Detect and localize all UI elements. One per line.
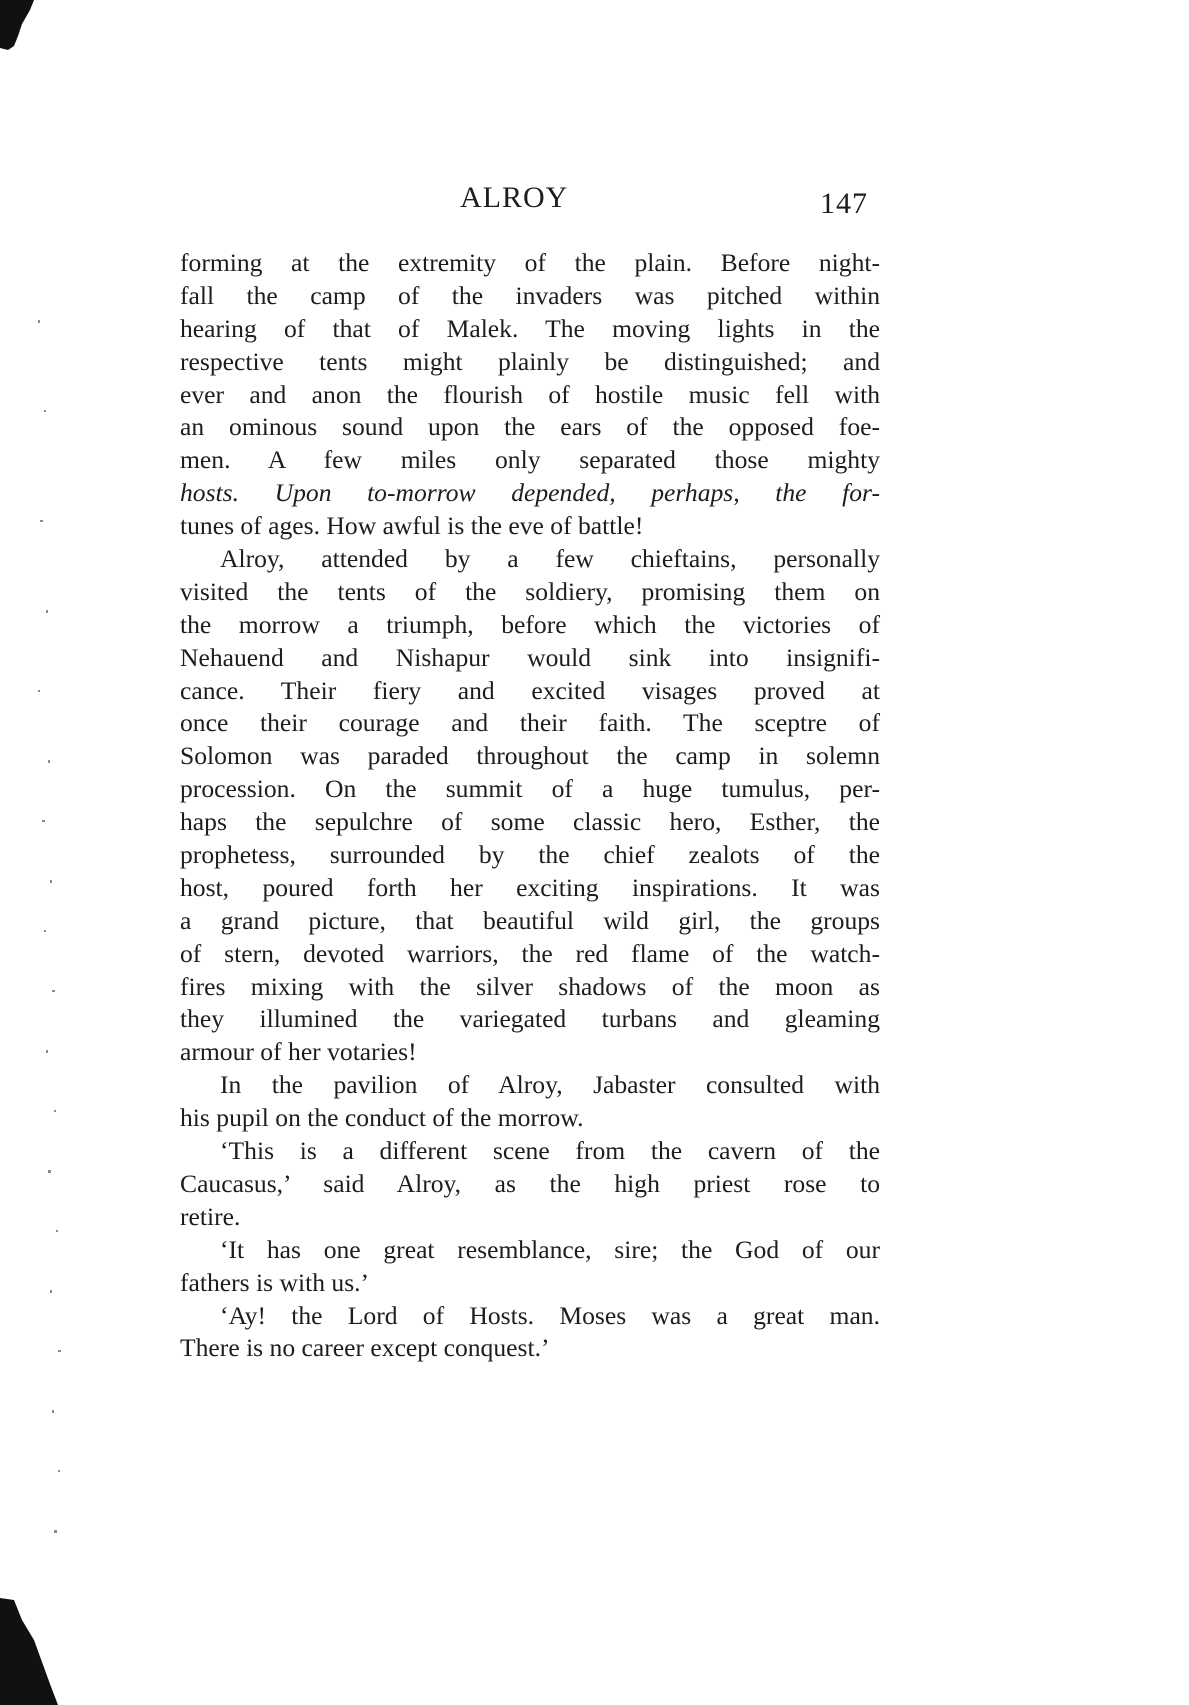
text-line: In the pavilion of Alroy, Jabaster consulted with: [220, 1070, 880, 1100]
text-line: retire.: [180, 1201, 241, 1231]
text-line: forming at the extremity of the plain. Before night-: [180, 248, 880, 277]
text-line: Caucasus,’ said Alroy, as the high priest rose to: [180, 1168, 880, 1198]
text-line: the morrow a triumph, before which the victories of: [180, 609, 880, 639]
text-line: ever and anon the flourish of hostile music fell with: [180, 379, 880, 409]
binding-shadow-top: [0, 0, 34, 50]
running-head: ALROY: [460, 181, 569, 214]
text-line: respective tents might plainly be distinguished; and: [180, 346, 880, 376]
text-line: procession. On the summit of a huge tumulus, per-: [180, 774, 880, 804]
text-line: haps the sepulchre of some classic hero, Esther, the: [180, 807, 880, 837]
text-line: men. A few miles only separated those mighty: [180, 445, 880, 475]
text-line: they illumined the variegated turbans and gleaming: [180, 1004, 880, 1034]
text-line: Solomon was paraded throughout the camp in solemn: [180, 741, 880, 771]
text-line: his pupil on the conduct of the morrow.: [180, 1103, 584, 1133]
binding-speckle: [38, 320, 61, 1533]
paragraph-4: [180, 1135, 880, 1234]
text-line: a grand picture, that beautiful wild girl, the groups: [180, 905, 880, 935]
text-line: armour of her votaries!: [180, 1037, 417, 1067]
text-line: once their courage and their faith. The sceptre of: [180, 708, 880, 738]
text-line: hearing of that of Malek. The moving lights in the: [180, 313, 880, 343]
text-line: ‘This is a different scene from the cavern of the: [220, 1136, 880, 1166]
paragraph-2: [180, 543, 880, 1069]
page-number: 147: [820, 187, 868, 220]
paragraph-1: [180, 247, 880, 543]
text-line: hosts. Upon to-morrow depended, perhaps, the for-: [180, 478, 880, 508]
paragraph-3: [180, 1069, 880, 1135]
text-line: visited the tents of the soldiery, promising them on: [180, 576, 880, 606]
text-line: tunes of ages. How awful is the eve of battle!: [180, 511, 644, 541]
text-line: fall the camp of the invaders was pitched within: [180, 280, 880, 310]
text-line: prophetess, surrounded by the chief zealots of the: [180, 840, 880, 870]
text-line: of stern, devoted warriors, the red flame of the watch-: [180, 938, 880, 968]
text-line: Alroy, attended by a few chieftains, personally: [220, 544, 880, 574]
paragraph-6: [180, 1300, 880, 1366]
text-line: ‘It has one great resemblance, sire; the God of our: [220, 1234, 880, 1264]
text-line: host, poured forth her exciting inspirations. It was: [180, 872, 880, 902]
body-text: [180, 247, 880, 1365]
text-line: ‘Ay! the Lord of Hosts. Moses was a great man.: [220, 1300, 880, 1330]
text-line: cance. Their fiery and excited visages proved at: [180, 675, 880, 705]
binding-shadow-bottom: [0, 1598, 58, 1705]
paragraph-5: [180, 1234, 880, 1300]
text-line: fires mixing with the silver shadows of the moon as: [180, 971, 880, 1001]
text-line: Nehauend and Nishapur would sink into insignifi-: [180, 642, 880, 672]
text-line: There is no career except conquest.’: [180, 1333, 550, 1363]
text-line: an ominous sound upon the ears of the opposed foe-: [180, 412, 880, 442]
scanned-binding-edge: [0, 0, 70, 1705]
text-line: fathers is with us.’: [180, 1267, 370, 1297]
